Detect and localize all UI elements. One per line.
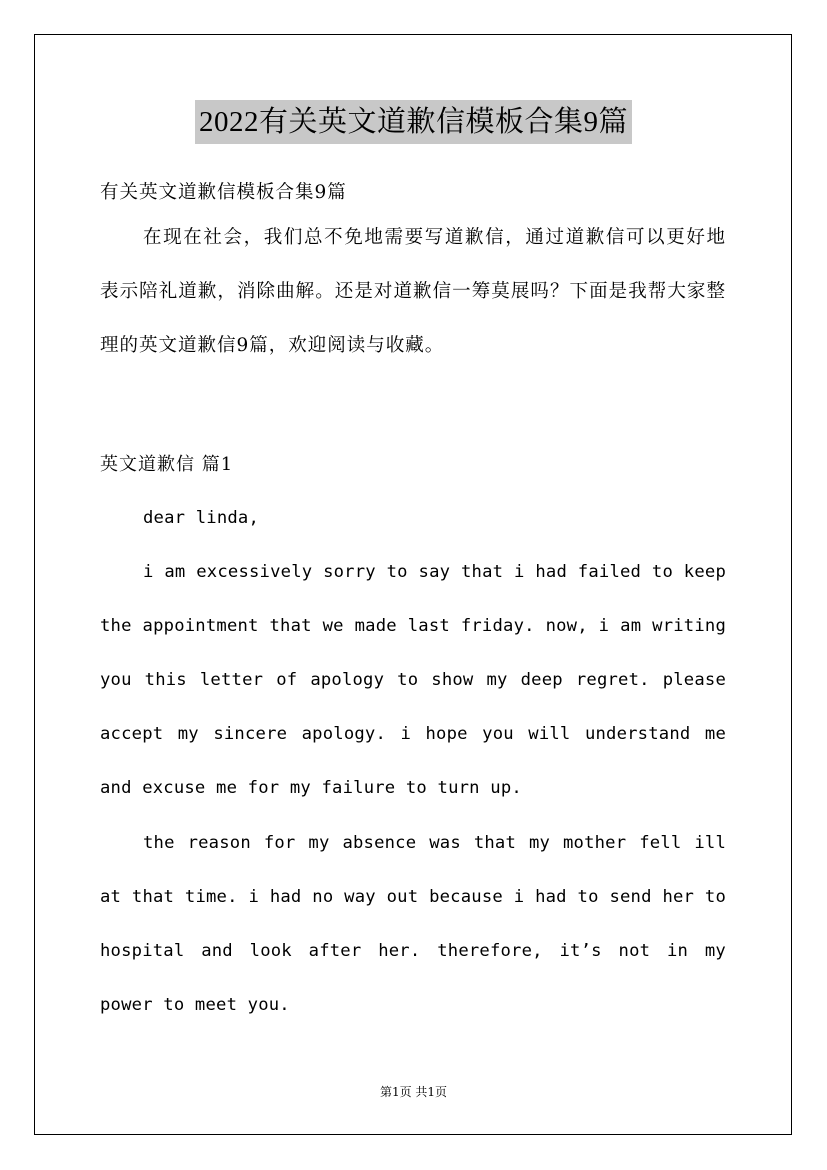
section-heading: 英文道歉信 篇1: [100, 454, 234, 475]
letter-paragraph-1: i am excessively sorry to say that i had failed to keep the appointment that we made last friday. now, i am writing you this letter of apology to show my deep regret. please accept my sincere apology. i hope you will understand me and excuse me for my failure to turn up.: [100, 562, 726, 798]
document-subtitle: 有关英文道歉信模板合集9篇: [100, 182, 347, 203]
title-wrapper: [0, 100, 827, 144]
page-footer: 第1页 共1页: [379, 1085, 448, 1099]
intro-paragraph: 在现在社会，我们总不免地需要写道歉信，通过道歉信可以更好地表示陪礼道歉，消除曲解。还是对道歉信一筹莫展吗？下面是我帮大家整理的英文道歉信9篇，欢迎阅读与收藏。: [100, 227, 726, 356]
letter-paragraph-2: the reason for my absence was that my mother fell ill at that time. i had no way out because i had to send her to hospital and look after her. therefore, it’s not in my power to meet you.: [100, 833, 726, 1015]
document-title: 2022有关英文道歉信模板合集9篇: [195, 100, 632, 144]
letter-greeting: dear linda,: [143, 508, 260, 528]
